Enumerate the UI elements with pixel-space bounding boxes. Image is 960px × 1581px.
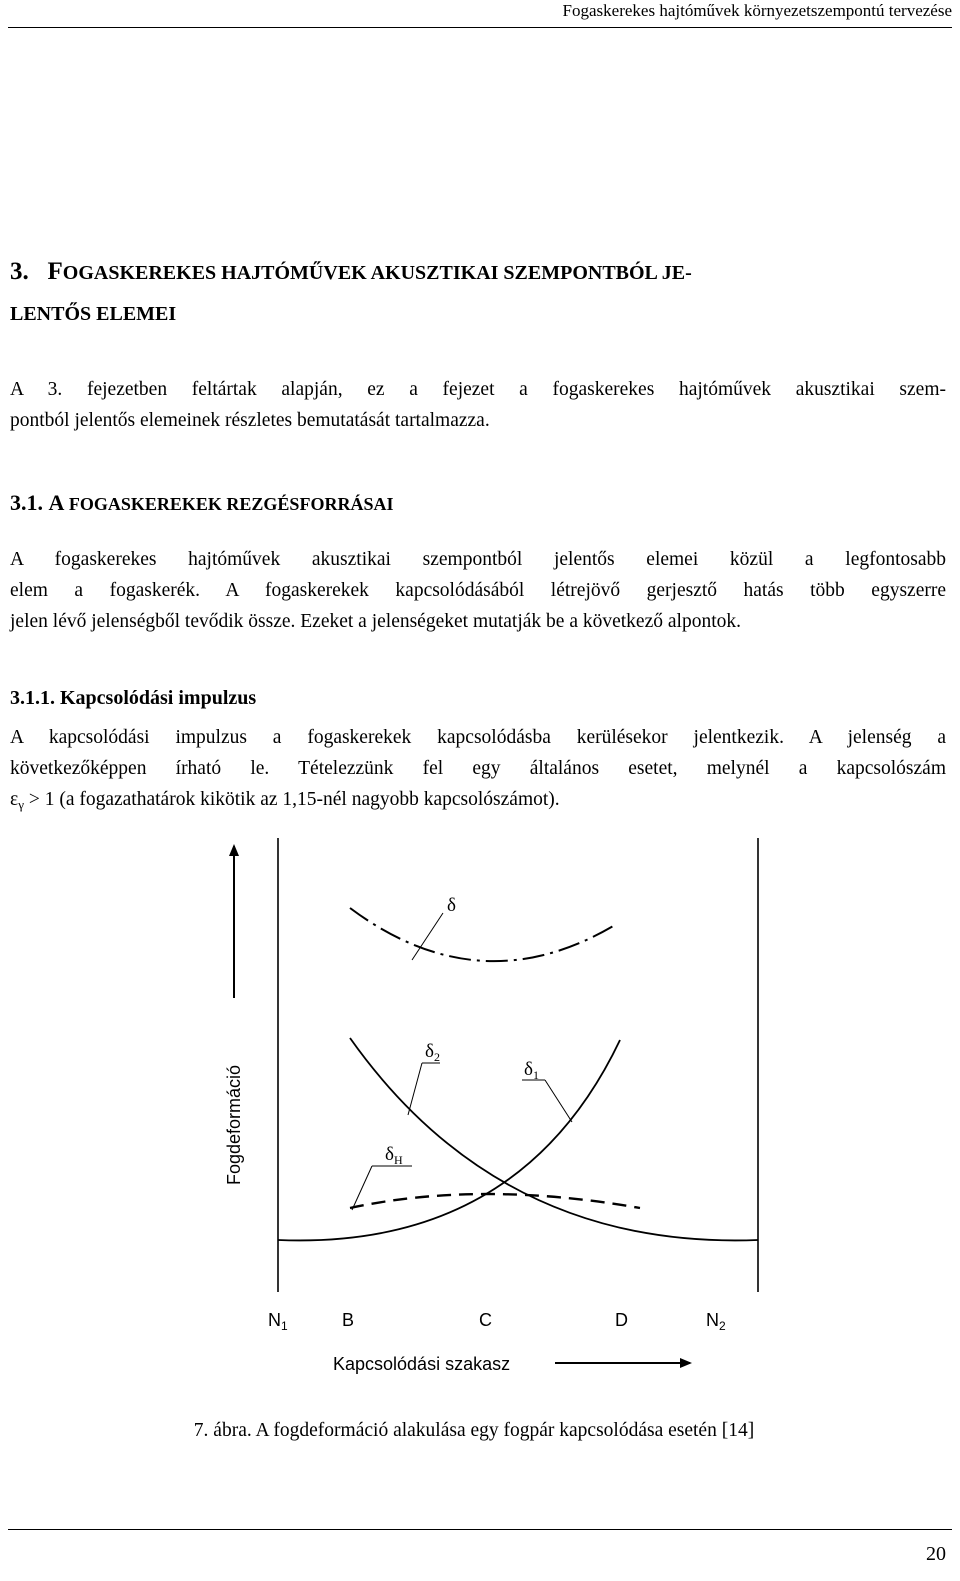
figure-diagram (0, 830, 960, 1410)
delta1-label-main: δ (524, 1059, 533, 1080)
delta2-label-sub: 2 (433, 1050, 440, 1064)
figure-caption: 7. ábra. A fogdeformáció alakulása egy fogpár kapcsolódása esetén [14] (193, 1420, 755, 1441)
deltaH-curve (350, 1194, 640, 1208)
subsection-line-3-text: > 1 (a fogazathatárok kikötik az 1,15-nél nagyobb kapcsolószámot). (23, 789, 560, 810)
x-tick-d: D (615, 1310, 628, 1330)
y-axis-label: Fogdeformáció (224, 1064, 244, 1186)
subsection-line-3 (10, 784, 946, 820)
section-line-3: jelen lévő jelenségből tevődik össze. Ezeket a jelenségeket mutatják be a következő alpontok. (10, 611, 741, 632)
chapter-title (10, 252, 950, 334)
epsilon-symbol: ε (10, 789, 19, 810)
subsection-line-1: A kapcsolódási impulzus a fogaskerekek kapcsolódásba kerülésekor jelentkezik. A jelenség a (10, 727, 946, 748)
section-title-rest: FOGASKEREKEK REZGÉSFORRÁSAI (64, 494, 394, 514)
x-tick-n2: $N_2$ (706, 1310, 726, 1333)
x-axis-label: Kapcsolódási szakasz (333, 1354, 511, 1374)
delta1-label-sub: 1 (532, 1068, 539, 1082)
chapter-number: 3. (10, 258, 29, 285)
deltaH-label-sub: H (393, 1153, 403, 1167)
chapter-title-line1: OGASKEREKES HAJTÓMŰVEK AKUSZTIKAI SZEMPONTBÓL JE- (62, 262, 692, 284)
delta1-label (524, 1059, 539, 1082)
deltaH-label (385, 1144, 403, 1167)
delta-label (447, 895, 456, 916)
section-title-initial: A (48, 490, 65, 515)
section-number: 3.1. (10, 490, 43, 515)
x-tick-c: C (479, 1310, 492, 1330)
delta-curve (350, 908, 615, 961)
section-line-2: elem a fogaskerék. A fogaskerekek kapcsolódásából létrejövő gerjesztő hatás több egyszerre (10, 580, 946, 601)
delta2-label-main: δ (425, 1041, 434, 1062)
delta2-leader-down (408, 1063, 422, 1115)
deltaH-leader (352, 1166, 372, 1210)
delta2-label (425, 1041, 440, 1064)
intro-line-1: A 3. fejezetben feltártak alapján, ez a fejezet a fogaskerekes hajtóművek akusztikai szem- (10, 379, 946, 400)
section-title (10, 488, 393, 519)
footer-rule (8, 1529, 952, 1530)
header-rule (8, 27, 952, 28)
gamma-subscript: γ (18, 797, 24, 812)
running-header: Fogaskerekes hajtóművek környezetszempontú tervezése (562, 1, 952, 20)
figure-tooth-deformation (0, 830, 960, 1410)
section-line-1: A fogaskerekes hajtóművek akusztikai szempontból jelentős elemei közül a legfontosabb (10, 549, 946, 570)
subsection-paragraph (10, 722, 946, 820)
intro-line-2: pontból jelentős elemeinek részletes bemutatását tartalmazza. (10, 410, 490, 431)
x-tick-labels (268, 1310, 726, 1333)
delta1-curve (278, 1040, 620, 1240)
chapter-title-initial: F (47, 258, 63, 285)
deltaH-label-main: δ (385, 1144, 394, 1165)
x-tick-n1: $N_1$ (268, 1310, 288, 1333)
section-paragraph (10, 544, 946, 637)
page-number: 20 (926, 1543, 946, 1565)
intro-paragraph (10, 374, 946, 436)
subsection-title: 3.1.1. Kapcsolódási impulzus (10, 687, 257, 709)
chapter-title-line2: LENTŐS ELEMEI (10, 303, 177, 325)
x-tick-b: B (342, 1310, 355, 1330)
delta-label-main: δ (447, 895, 456, 916)
delta-leader (412, 913, 443, 960)
delta1-leader (545, 1080, 572, 1122)
subsection-line-2: következőképpen írható le. Tételezzünk fel egy általános esetet, melynél a kapcsolószám (10, 758, 946, 779)
